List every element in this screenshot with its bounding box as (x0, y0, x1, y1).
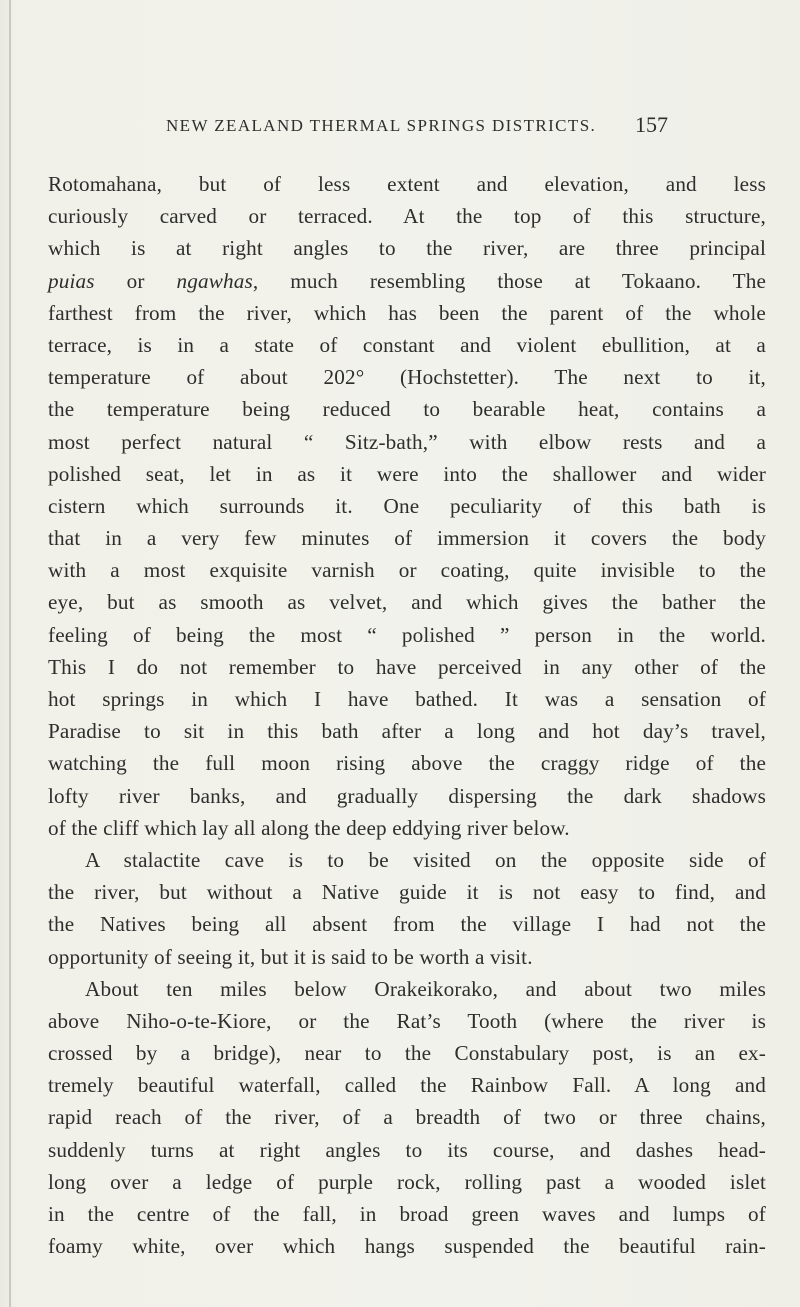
text-line: Rotomahana, but of less extent and elevation, and less (48, 172, 766, 196)
italic-word: puias (48, 268, 95, 293)
roman-text: , much resembling those at Tokaano. The (252, 268, 766, 293)
body-text (48, 168, 766, 1262)
paragraph-start-line: A stalactite cave is to be visited on the opposite side of (85, 847, 766, 872)
text-line: terrace, is in a state of constant and violent ebullition, at a (48, 332, 766, 357)
text-line: long over a ledge of purple rock, rolling past a wooded islet (48, 1169, 766, 1194)
text-line-with-italics (48, 265, 766, 297)
text-line: in the centre of the fall, in broad green waves and lumps of (48, 1202, 766, 1226)
text-line: temperature of about 202° (Hochstetter). The next to it, (48, 365, 766, 390)
binding-edge (9, 0, 11, 1307)
page-number: 157 (635, 112, 668, 137)
text-line: most perfect natural “ Sitz-bath,” with elbow rests and a (48, 429, 766, 454)
running-head: NEW ZEALAND THERMAL SPRINGS DISTRICTS. (166, 116, 597, 135)
text-line: cistern which surrounds it. One peculiarity of this bath is (48, 493, 766, 518)
paragraph-start-line: About ten miles below Orakeikorako, and about two miles (85, 976, 766, 1001)
text-line: eye, but as smooth as velvet, and which gives the bather the (48, 590, 766, 615)
text-line: farthest from the river, which has been the parent of the whole (48, 300, 766, 325)
text-line: This I do not remember to have perceived in any other of the (48, 654, 766, 679)
paragraph-end-line: of the cliff which lay all along the deep eddying river below. (48, 815, 570, 840)
text-line: above Niho-o-te-Kiore, or the Rat’s Tooth (where the river is (48, 1008, 766, 1033)
text-line: Paradise to sit in this bath after a long and hot day’s travel, (48, 719, 766, 744)
text-line: tremely beautiful waterfall, called the Rainbow Fall. A long and (48, 1073, 766, 1098)
roman-text: or (94, 268, 177, 293)
text-line: the Natives being all absent from the village I had not the (48, 912, 766, 937)
page-header (0, 112, 800, 142)
text-line: polished seat, let in as it were into the shallower and wider (48, 461, 766, 486)
text-line: the temperature being reduced to bearable heat, contains a (48, 397, 766, 422)
text-line: hot springs in which I have bathed. It was a sensation of (48, 687, 766, 711)
text-line: which is at right angles to the river, are three principal (48, 236, 766, 261)
text-line: rapid reach of the river, of a breadth of two or three chains, (48, 1105, 766, 1130)
paragraph-end-line: opportunity of seeing it, but it is said to be worth a visit. (48, 944, 533, 969)
text-line: the river, but without a Native guide it is not easy to find, and (48, 880, 766, 905)
text-line: with a most exquisite varnish or coating, quite invisible to the (48, 558, 766, 583)
text-line: foamy white, over which hangs suspended the beautiful rain- (48, 1234, 766, 1259)
italic-word: ngawhas (176, 268, 253, 293)
text-line: lofty river banks, and gradually dispersing the dark shadows (48, 783, 766, 808)
text-line: suddenly turns at right angles to its course, and dashes head- (48, 1137, 766, 1162)
text-line: curiously carved or terraced. At the top of this structure, (48, 204, 766, 229)
text-line: watching the full moon rising above the craggy ridge of the (48, 751, 766, 776)
text-line: crossed by a bridge), near to the Constabulary post, is an ex- (48, 1041, 766, 1066)
text-line: that in a very few minutes of immersion it covers the body (48, 526, 766, 551)
text-line: feeling of being the most “ polished ” person in the world. (48, 622, 766, 647)
